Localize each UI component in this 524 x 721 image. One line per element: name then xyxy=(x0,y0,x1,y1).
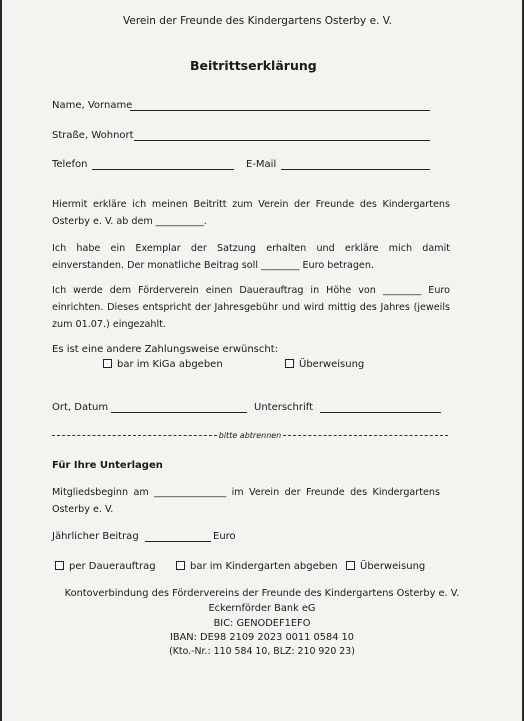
statute-paragraph: Ich habe ein Exemplar der Satzung erhalten und erkläre mich damit einverstanden. Der monatliche Beitrag soll ________ Euro betragen. xyxy=(52,243,450,271)
cut-dash-right xyxy=(283,435,448,436)
bank-iban: IBAN: DE98 2109 2023 0011 0584 10 xyxy=(169,632,355,643)
email-label: E-Mail xyxy=(246,159,277,170)
annual-fee-field[interactable] xyxy=(145,541,211,542)
cut-label: bitte abtrennen xyxy=(218,431,282,440)
organization-header: Verein der Freunde des Kindergartens Osterby e. V. xyxy=(123,15,392,27)
place-date-label: Ort, Datum xyxy=(52,402,109,413)
records-option-standing[interactable]: per Dauerauftrag xyxy=(55,561,156,572)
records-heading: Für Ihre Unterlagen xyxy=(52,460,163,471)
annual-fee-unit: Euro xyxy=(213,531,236,542)
cut-dash-left xyxy=(52,435,217,436)
checkbox[interactable] xyxy=(176,561,185,570)
membership-start-paragraph: Mitgliedsbeginn am _______________ im Verein der Freunde des Kindergartens Osterby e. V. xyxy=(52,487,440,515)
annual-fee-label: Jährlicher Beitrag xyxy=(52,531,139,542)
phone-label: Telefon xyxy=(52,159,88,170)
records-option-cash[interactable]: bar im Kindergarten abgeben xyxy=(176,561,338,572)
email-field[interactable] xyxy=(281,169,430,170)
records-option-transfer[interactable]: Überweisung xyxy=(346,561,425,572)
signature-field[interactable] xyxy=(320,412,441,413)
name-field[interactable] xyxy=(130,110,430,111)
signature-label: Unterschrift xyxy=(254,402,314,413)
phone-field[interactable] xyxy=(92,169,234,170)
cut-line xyxy=(52,431,448,440)
street-label: Straße, Wohnort xyxy=(52,130,134,141)
checkbox[interactable] xyxy=(346,561,355,570)
form-title: Beitrittserklärung xyxy=(190,58,317,73)
bank-bic: BIC: GENODEF1EFO xyxy=(213,618,311,629)
option-cash-kiga[interactable]: bar im KiGa abgeben xyxy=(103,359,223,370)
standing-order-paragraph: Ich werde dem Förderverein einen Dauerauftrag in Höhe von ________ Euro einrichten. Dieses entspricht der Jahresgebühr und wird mittig des Jahres (jeweils zum 01.07.) eingezahlt. xyxy=(52,285,450,330)
bank-name: Eckernförder Bank eG xyxy=(208,603,316,614)
street-field[interactable] xyxy=(134,140,430,141)
name-label: Name, Vorname xyxy=(52,100,133,111)
bank-line1: Kontoverbindung des Fördervereins der Freunde des Kindergartens Osterby e. V. xyxy=(64,588,460,599)
bank-legacy: (Kto.-Nr.: 110 584 10, BLZ: 210 920 23) xyxy=(169,646,355,657)
checkbox[interactable] xyxy=(103,359,112,368)
checkbox[interactable] xyxy=(55,561,64,570)
option-transfer[interactable]: Überweisung xyxy=(285,359,364,370)
alt-payment-label: Es ist eine andere Zahlungsweise erwünscht: xyxy=(52,344,279,355)
checkbox[interactable] xyxy=(285,359,294,368)
membership-paragraph: Hiermit erkläre ich meinen Beitritt zum Verein der Freunde des Kindergartens Osterby e. V. ab dem __________. xyxy=(52,199,450,227)
place-date-field[interactable] xyxy=(111,412,247,413)
